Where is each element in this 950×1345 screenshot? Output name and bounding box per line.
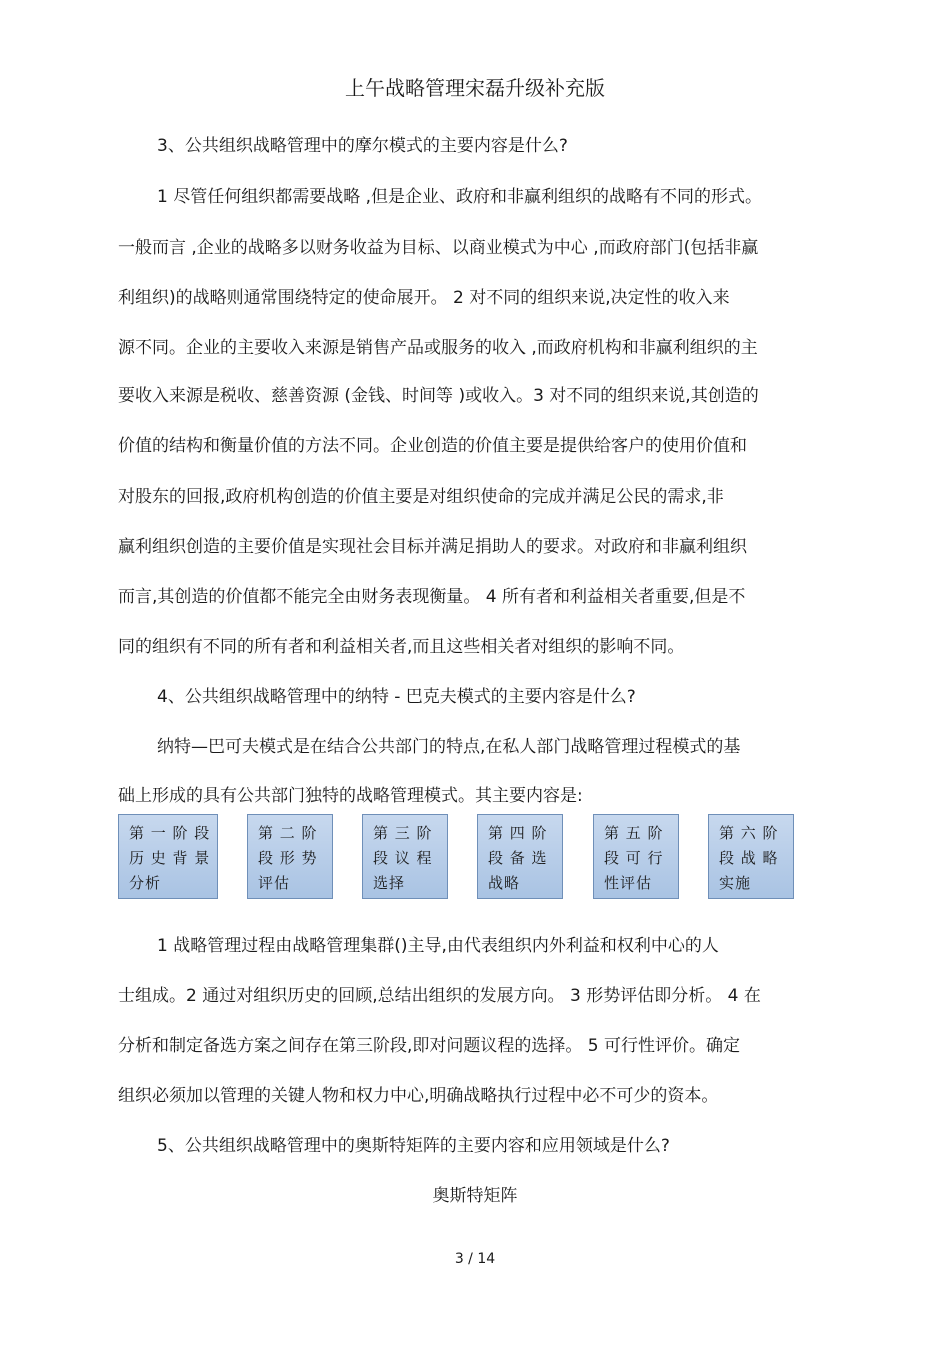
stage-box-6 [708,814,794,899]
question-4: 4、公共组织战略管理中的纳特 - 巴克夫模式的主要内容是什么? [157,687,636,707]
stage-5-text: 第 五 阶 段 可 行 性评估 [604,824,664,892]
question-3: 3、公共组织战略管理中的摩尔模式的主要内容是什么? [157,136,568,156]
stage-box-3 [362,814,448,899]
q3-line-6: 价值的结构和衡量价值的方法不同。企业创造的价值主要是提供给客户的使用价值和 [118,436,747,456]
q3-line-3: 利组织)的战略则通常围绕特定的使命展开。 2 对不同的组织来说,决定性的收入来 [118,288,730,308]
stage-6-text: 第 六 阶 段 战 略 实施 [719,824,779,892]
stage-box-2 [247,814,333,899]
matrix-title: 奥斯特矩阵 [432,1186,518,1206]
q3-line-4: 源不同。企业的主要收入来源是销售产品或服务的收入 ,而政府机构和非赢利组织的主 [118,338,758,358]
q4-intro-line-1: 纳特—巴可夫模式是在结合公共部门的特点,在私人部门战略管理过程模式的基 [157,737,741,757]
q3-line-2: 一般而言 ,企业的战略多以财务收益为目标、以商业模式为中心 ,而政府部门(包括非赢 [118,238,759,258]
q3-line-8: 赢利组织创造的主要价值是实现社会目标并满足捐助人的要求。对政府和非赢利组织 [118,537,747,557]
stage-1-text: 第 一 阶 段 历 史 背 景 分析 [129,824,211,892]
stage-box-4 [477,814,563,899]
stage-box-1 [118,814,218,899]
q3-line-7: 对股东的回报,政府机构创造的价值主要是对组织使命的完成并满足公民的需求,非 [118,487,724,507]
q4-line-2: 士组成。2 通过对组织历史的回顾,总结出组织的发展方向。 3 形势评估即分析。 4 在 [118,986,761,1006]
q4-line-4: 组织必须加以管理的关键人物和权力中心,明确战略执行过程中必不可少的资本。 [118,1086,719,1106]
stage-2-text: 第 二 阶 段 形 势 评估 [258,824,318,892]
q3-line-9: 而言,其创造的价值都不能完全由财务表现衡量。 4 所有者和利益相关者重要,但是不 [118,587,746,607]
stage-4-text: 第 四 阶 段 备 选 战略 [488,824,548,892]
q4-line-3: 分析和制定备选方案之间存在第三阶段,即对问题议程的选择。 5 可行性评价。确定 [118,1036,741,1056]
q3-line-5: 要收入来源是税收、慈善资源 (金钱、时间等 )或收入。3 对不同的组织来说,其创造的 [118,386,759,406]
q3-line-10: 同的组织有不同的所有者和利益相关者,而且这些相关者对组织的影响不同。 [118,637,685,657]
stage-box-5 [593,814,679,899]
q3-line-1: 1 尽管任何组织都需要战略 ,但是企业、政府和非赢利组织的战略有不同的形式。 [157,187,763,207]
q4-intro-line-2: 础上形成的具有公共部门独特的战略管理模式。其主要内容是: [118,786,583,806]
question-5: 5、公共组织战略管理中的奥斯特矩阵的主要内容和应用领域是什么? [157,1136,670,1156]
stage-3-text: 第 三 阶 段 议 程 选择 [373,824,433,892]
document-title: 上午战略管理宋磊升级补充版 [345,76,605,100]
q4-line-1: 1 战略管理过程由战略管理集群()主导,由代表组织内外利益和权利中心的人 [157,936,719,956]
page-number: 3 / 14 [454,1251,496,1267]
